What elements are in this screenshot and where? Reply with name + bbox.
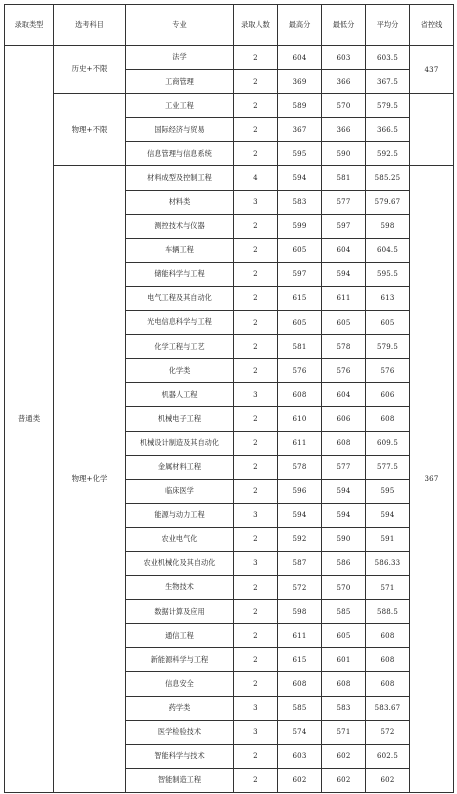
avg-score-cell: 602.5 bbox=[366, 744, 410, 768]
major-cell: 机器人工程 bbox=[126, 383, 234, 407]
min-score-cell: 605 bbox=[322, 311, 366, 335]
max-score-cell: 574 bbox=[278, 720, 322, 744]
avg-score-cell: 604.5 bbox=[366, 238, 410, 262]
major-cell: 化学工程与工艺 bbox=[126, 335, 234, 359]
count-cell: 2 bbox=[234, 600, 278, 624]
max-score-cell: 611 bbox=[278, 624, 322, 648]
min-score-cell: 611 bbox=[322, 286, 366, 310]
count-cell: 2 bbox=[234, 142, 278, 166]
major-cell: 农业电气化 bbox=[126, 527, 234, 551]
avg-score-cell: 608 bbox=[366, 407, 410, 431]
avg-score-cell: 585.25 bbox=[366, 166, 410, 190]
count-cell: 3 bbox=[234, 190, 278, 214]
min-score-cell: 581 bbox=[322, 166, 366, 190]
max-score-cell: 605 bbox=[278, 311, 322, 335]
count-cell: 2 bbox=[234, 262, 278, 286]
max-score-cell: 595 bbox=[278, 142, 322, 166]
count-cell: 2 bbox=[234, 672, 278, 696]
major-cell: 机械电子工程 bbox=[126, 407, 234, 431]
count-cell: 2 bbox=[234, 311, 278, 335]
major-cell: 药学类 bbox=[126, 696, 234, 720]
header-major: 专业 bbox=[126, 5, 234, 46]
table-body bbox=[5, 46, 454, 793]
max-score-cell: 615 bbox=[278, 648, 322, 672]
min-score-cell: 590 bbox=[322, 527, 366, 551]
major-cell: 新能源科学与工程 bbox=[126, 648, 234, 672]
count-cell: 2 bbox=[234, 768, 278, 792]
max-score-cell: 597 bbox=[278, 262, 322, 286]
major-cell: 临床医学 bbox=[126, 479, 234, 503]
count-cell: 3 bbox=[234, 383, 278, 407]
header-control-line: 省控线 bbox=[410, 5, 454, 46]
count-cell: 3 bbox=[234, 551, 278, 575]
max-score-cell: 576 bbox=[278, 359, 322, 383]
count-cell: 2 bbox=[234, 94, 278, 118]
avg-score-cell: 576 bbox=[366, 359, 410, 383]
count-cell: 4 bbox=[234, 166, 278, 190]
min-score-cell: 577 bbox=[322, 455, 366, 479]
avg-score-cell: 592.5 bbox=[366, 142, 410, 166]
count-cell: 2 bbox=[234, 407, 278, 431]
table-row bbox=[5, 94, 454, 118]
avg-score-cell: 572 bbox=[366, 720, 410, 744]
max-score-cell: 587 bbox=[278, 551, 322, 575]
major-cell: 智能科学与技术 bbox=[126, 744, 234, 768]
min-score-cell: 597 bbox=[322, 214, 366, 238]
avg-score-cell: 577.5 bbox=[366, 455, 410, 479]
avg-score-cell: 595 bbox=[366, 479, 410, 503]
max-score-cell: 367 bbox=[278, 118, 322, 142]
max-score-cell: 608 bbox=[278, 672, 322, 696]
major-cell: 化学类 bbox=[126, 359, 234, 383]
max-score-cell: 578 bbox=[278, 455, 322, 479]
major-cell: 能源与动力工程 bbox=[126, 503, 234, 527]
count-cell: 2 bbox=[234, 455, 278, 479]
header-min-score: 最低分 bbox=[322, 5, 366, 46]
avg-score-cell: 613 bbox=[366, 286, 410, 310]
count-cell: 3 bbox=[234, 696, 278, 720]
avg-score-cell: 579.67 bbox=[366, 190, 410, 214]
major-cell: 智能制造工程 bbox=[126, 768, 234, 792]
major-cell: 生物技术 bbox=[126, 576, 234, 600]
max-score-cell: 572 bbox=[278, 576, 322, 600]
min-score-cell: 608 bbox=[322, 672, 366, 696]
major-cell: 机械设计制造及其自动化 bbox=[126, 431, 234, 455]
count-cell: 2 bbox=[234, 648, 278, 672]
min-score-cell: 586 bbox=[322, 551, 366, 575]
major-cell: 医学检验技术 bbox=[126, 720, 234, 744]
header-subject: 选考科目 bbox=[54, 5, 126, 46]
count-cell: 2 bbox=[234, 479, 278, 503]
avg-score-cell: 571 bbox=[366, 576, 410, 600]
min-score-cell: 366 bbox=[322, 118, 366, 142]
avg-score-cell: 605 bbox=[366, 311, 410, 335]
avg-score-cell: 603.5 bbox=[366, 46, 410, 70]
count-cell: 2 bbox=[234, 238, 278, 262]
avg-score-cell: 579.5 bbox=[366, 94, 410, 118]
count-cell: 2 bbox=[234, 70, 278, 94]
count-cell: 2 bbox=[234, 624, 278, 648]
control-line-cell: 367 bbox=[410, 166, 454, 792]
control-line-cell: 437 bbox=[410, 46, 454, 94]
min-score-cell: 585 bbox=[322, 600, 366, 624]
avg-score-cell: 608 bbox=[366, 672, 410, 696]
count-cell: 2 bbox=[234, 527, 278, 551]
header-avg-score: 平均分 bbox=[366, 5, 410, 46]
count-cell: 2 bbox=[234, 46, 278, 70]
min-score-cell: 602 bbox=[322, 768, 366, 792]
avg-score-cell: 606 bbox=[366, 383, 410, 407]
major-cell: 信息管理与信息系统 bbox=[126, 142, 234, 166]
count-cell: 2 bbox=[234, 744, 278, 768]
min-score-cell: 606 bbox=[322, 407, 366, 431]
major-cell: 电气工程及其自动化 bbox=[126, 286, 234, 310]
max-score-cell: 592 bbox=[278, 527, 322, 551]
count-cell: 2 bbox=[234, 286, 278, 310]
max-score-cell: 615 bbox=[278, 286, 322, 310]
max-score-cell: 605 bbox=[278, 238, 322, 262]
min-score-cell: 577 bbox=[322, 190, 366, 214]
min-score-cell: 583 bbox=[322, 696, 366, 720]
min-score-cell: 590 bbox=[322, 142, 366, 166]
count-cell: 2 bbox=[234, 431, 278, 455]
min-score-cell: 594 bbox=[322, 503, 366, 527]
min-score-cell: 594 bbox=[322, 262, 366, 286]
avg-score-cell: 608 bbox=[366, 648, 410, 672]
avg-score-cell: 608 bbox=[366, 624, 410, 648]
major-cell: 工业工程 bbox=[126, 94, 234, 118]
table-header-row bbox=[5, 5, 454, 46]
avg-score-cell: 609.5 bbox=[366, 431, 410, 455]
max-score-cell: 599 bbox=[278, 214, 322, 238]
major-cell: 光电信息科学与工程 bbox=[126, 311, 234, 335]
major-cell: 材料成型及控制工程 bbox=[126, 166, 234, 190]
min-score-cell: 570 bbox=[322, 94, 366, 118]
count-cell: 2 bbox=[234, 214, 278, 238]
min-score-cell: 594 bbox=[322, 479, 366, 503]
min-score-cell: 366 bbox=[322, 70, 366, 94]
major-cell: 金属材料工程 bbox=[126, 455, 234, 479]
major-cell: 通信工程 bbox=[126, 624, 234, 648]
major-cell: 材料类 bbox=[126, 190, 234, 214]
min-score-cell: 602 bbox=[322, 744, 366, 768]
max-score-cell: 608 bbox=[278, 383, 322, 407]
subject-cell: 物理+化学 bbox=[54, 166, 126, 792]
avg-score-cell: 602 bbox=[366, 768, 410, 792]
max-score-cell: 594 bbox=[278, 166, 322, 190]
major-cell: 国际经济与贸易 bbox=[126, 118, 234, 142]
count-cell: 2 bbox=[234, 359, 278, 383]
control-line-cell bbox=[410, 94, 454, 166]
max-score-cell: 585 bbox=[278, 696, 322, 720]
min-score-cell: 608 bbox=[322, 431, 366, 455]
max-score-cell: 604 bbox=[278, 46, 322, 70]
max-score-cell: 611 bbox=[278, 431, 322, 455]
min-score-cell: 576 bbox=[322, 359, 366, 383]
major-cell: 信息安全 bbox=[126, 672, 234, 696]
header-admission-type: 录取类型 bbox=[5, 5, 54, 46]
avg-score-cell: 594 bbox=[366, 503, 410, 527]
avg-score-cell: 366.5 bbox=[366, 118, 410, 142]
major-cell: 工商管理 bbox=[126, 70, 234, 94]
max-score-cell: 589 bbox=[278, 94, 322, 118]
header-max-score: 最高分 bbox=[278, 5, 322, 46]
avg-score-cell: 579.5 bbox=[366, 335, 410, 359]
count-cell: 2 bbox=[234, 118, 278, 142]
count-cell: 3 bbox=[234, 503, 278, 527]
max-score-cell: 369 bbox=[278, 70, 322, 94]
avg-score-cell: 586.33 bbox=[366, 551, 410, 575]
avg-score-cell: 598 bbox=[366, 214, 410, 238]
subject-cell: 历史+不限 bbox=[54, 46, 126, 94]
avg-score-cell: 367.5 bbox=[366, 70, 410, 94]
count-cell: 2 bbox=[234, 335, 278, 359]
min-score-cell: 571 bbox=[322, 720, 366, 744]
min-score-cell: 604 bbox=[322, 383, 366, 407]
max-score-cell: 598 bbox=[278, 600, 322, 624]
avg-score-cell: 591 bbox=[366, 527, 410, 551]
table-row bbox=[5, 166, 454, 190]
admission-score-table bbox=[4, 4, 454, 793]
max-score-cell: 594 bbox=[278, 503, 322, 527]
major-cell: 法学 bbox=[126, 46, 234, 70]
admission-type-cell: 普通类 bbox=[5, 46, 54, 793]
max-score-cell: 596 bbox=[278, 479, 322, 503]
avg-score-cell: 595.5 bbox=[366, 262, 410, 286]
header-count: 录取人数 bbox=[234, 5, 278, 46]
major-cell: 数据计算及应用 bbox=[126, 600, 234, 624]
min-score-cell: 605 bbox=[322, 624, 366, 648]
count-cell: 3 bbox=[234, 720, 278, 744]
max-score-cell: 602 bbox=[278, 768, 322, 792]
max-score-cell: 583 bbox=[278, 190, 322, 214]
count-cell: 2 bbox=[234, 576, 278, 600]
avg-score-cell: 583.67 bbox=[366, 696, 410, 720]
table-row bbox=[5, 46, 454, 70]
min-score-cell: 570 bbox=[322, 576, 366, 600]
subject-cell: 物理+不限 bbox=[54, 94, 126, 166]
major-cell: 农业机械化及其自动化 bbox=[126, 551, 234, 575]
max-score-cell: 610 bbox=[278, 407, 322, 431]
major-cell: 测控技术与仪器 bbox=[126, 214, 234, 238]
min-score-cell: 603 bbox=[322, 46, 366, 70]
major-cell: 储能科学与工程 bbox=[126, 262, 234, 286]
min-score-cell: 604 bbox=[322, 238, 366, 262]
major-cell: 车辆工程 bbox=[126, 238, 234, 262]
max-score-cell: 603 bbox=[278, 744, 322, 768]
max-score-cell: 581 bbox=[278, 335, 322, 359]
min-score-cell: 601 bbox=[322, 648, 366, 672]
avg-score-cell: 588.5 bbox=[366, 600, 410, 624]
min-score-cell: 578 bbox=[322, 335, 366, 359]
